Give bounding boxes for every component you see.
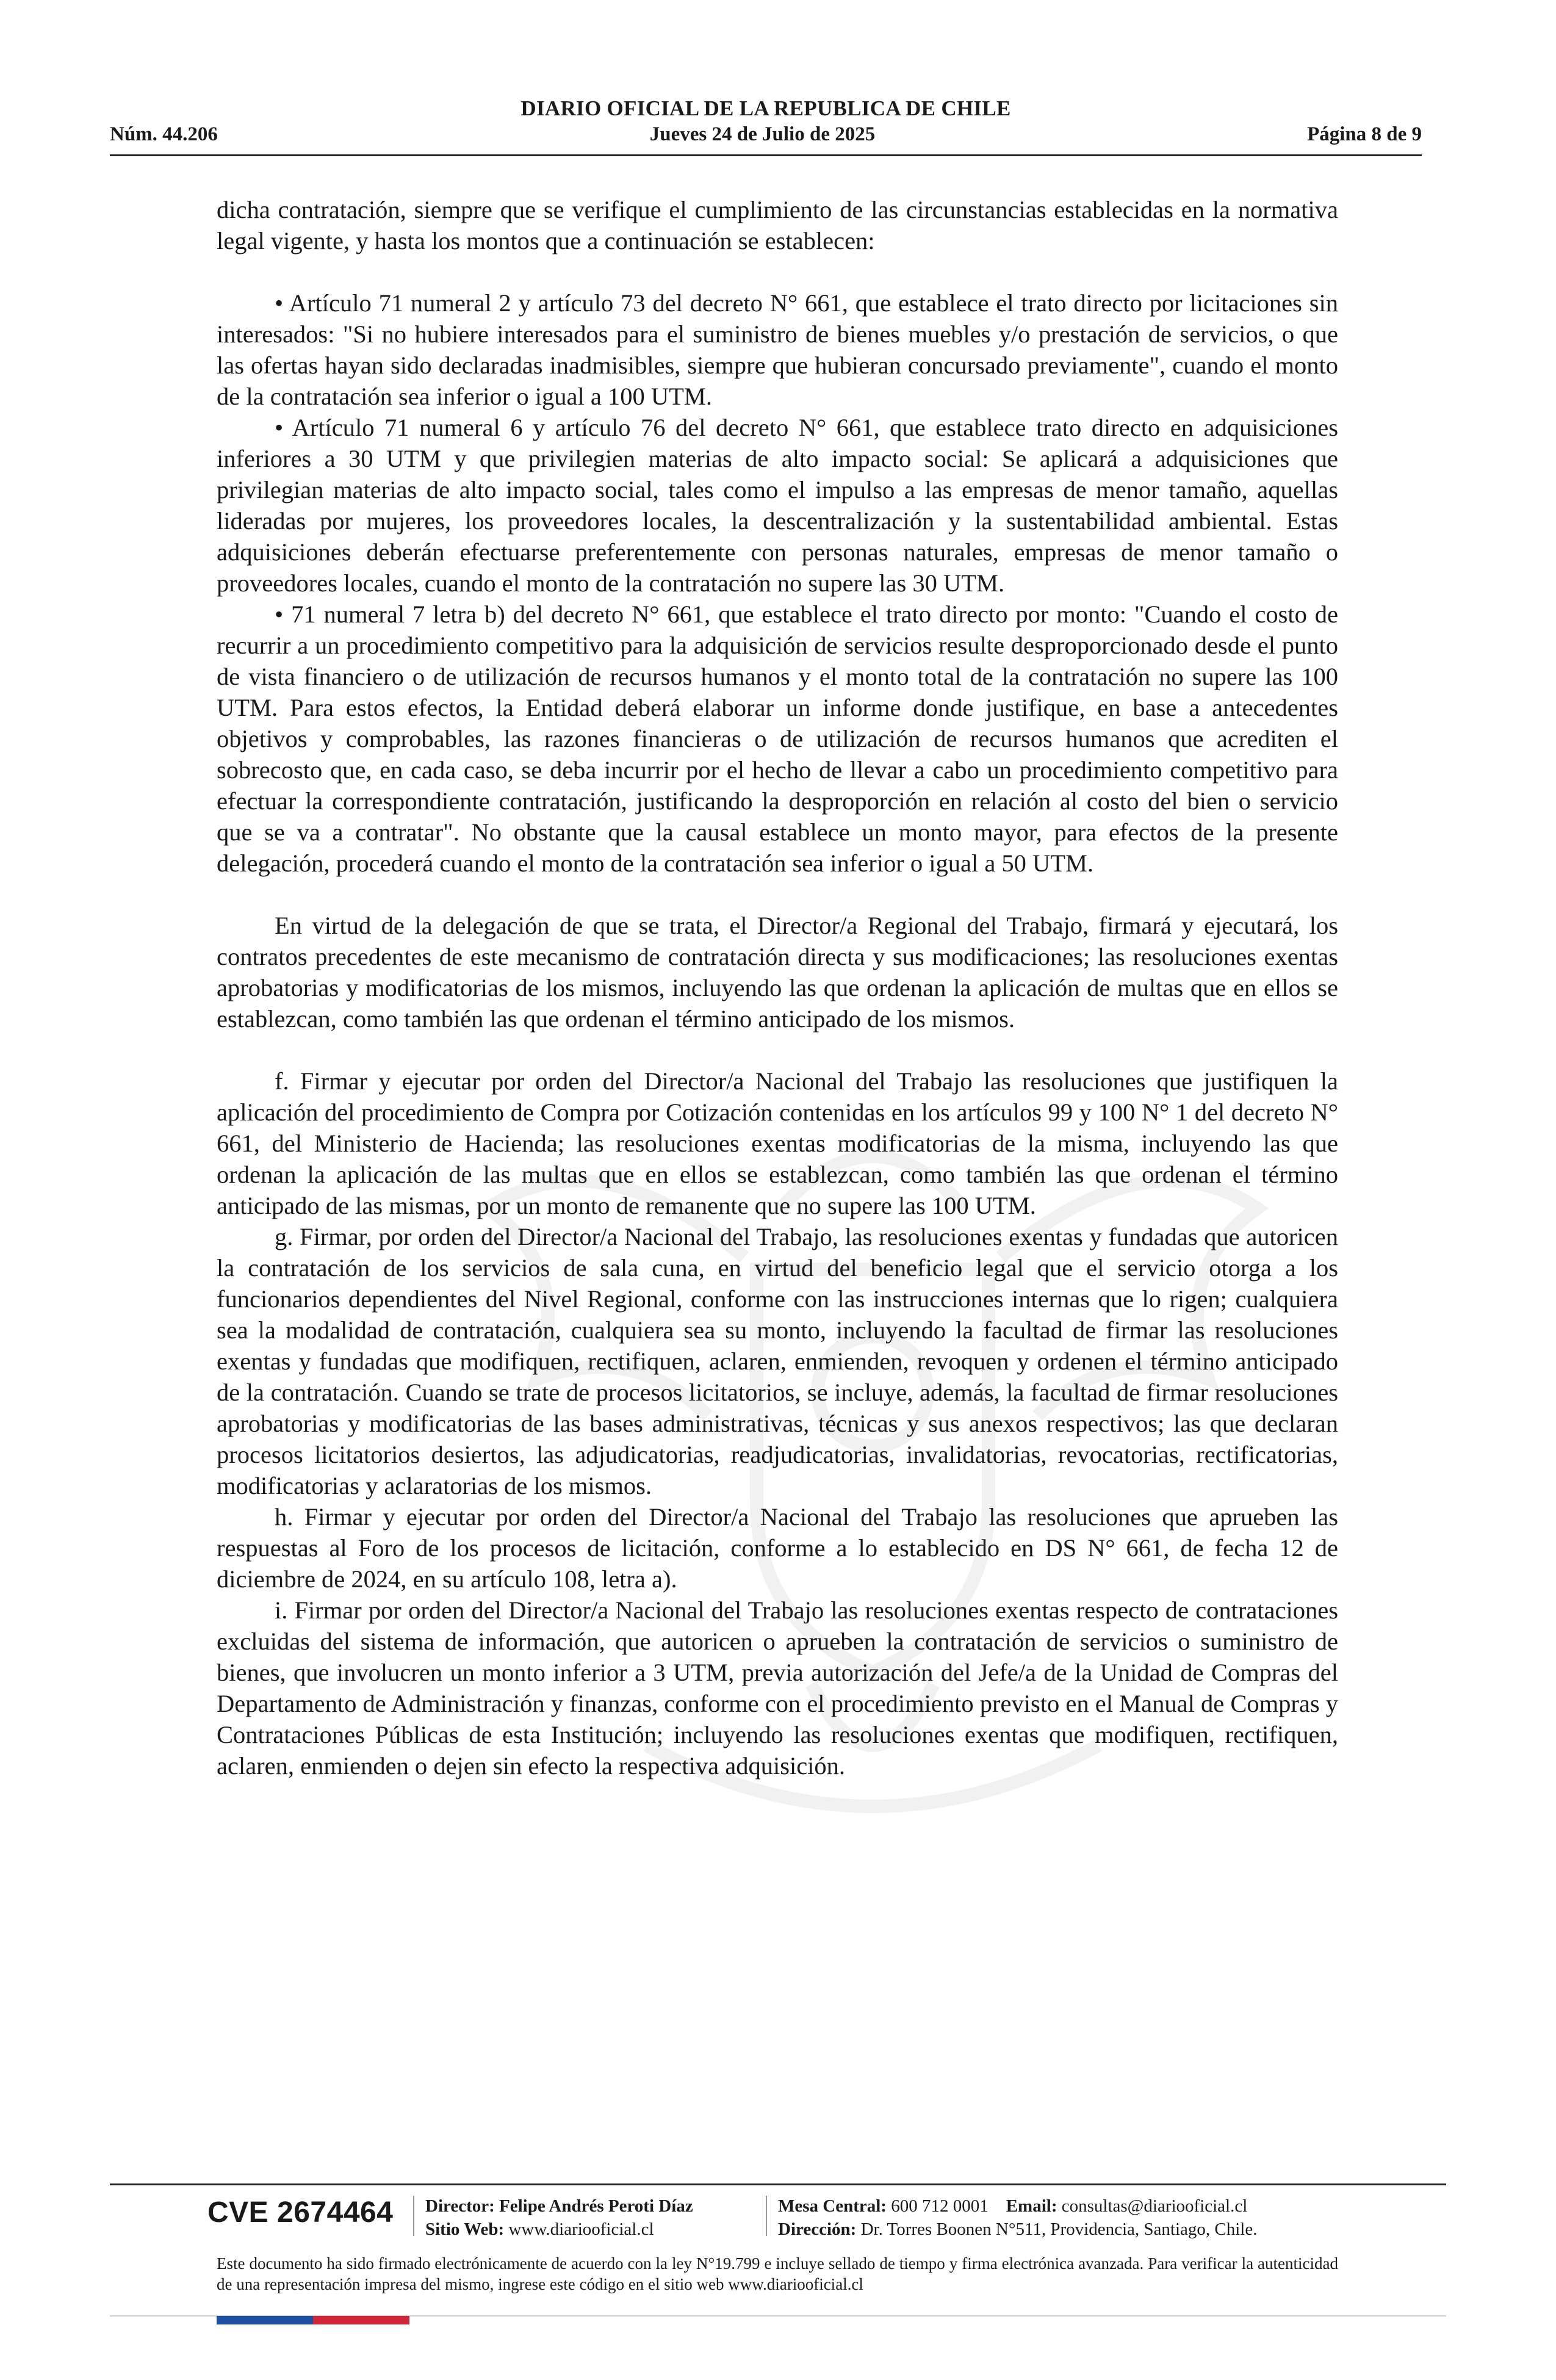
footer-rule (110, 2183, 1446, 2185)
flag-red-segment (313, 2316, 409, 2324)
masthead (110, 96, 1422, 157)
paragraph: i. Firmar por orden del Director/a Nacional del Trabajo las resoluciones exentas respecto de contrataciones excluidas del sistema de información, que autoricen o aprueben la contratación de servicios o suministro de bienes, que involucren un monto inferior a 3 UTM, previa autorización del Jefe/a de la Unidad de Compras del Departamento de Administración y finanzas, conforme con el procedimiento previsto en el Manual de Compras y Contrataciones Públicas de esta Institución; incluyendo las resoluciones exentas que modifiquen, rectifiquen, aclaren, enmienden o dejen sin efecto la respectiva adquisición. (217, 1596, 1338, 1780)
address-label: Dirección: (778, 2220, 857, 2239)
director-name: Felipe Andrés Peroti Díaz (499, 2196, 693, 2216)
legal-note: Este documento ha sido firmado electrónicamente de acuerdo con la ley N°19.799 e incluye sellado de tiempo y firma electrónica avanzada. Para verificar la autenticidad de una representación impresa del mismo, ingrese este código en el sitio web www.diariooficial.cl (217, 2254, 1338, 2293)
paragraph: h. Firmar y ejecutar por orden del Director/a Nacional del Trabajo las resoluciones que aprueben las respuestas al Foro de los procesos de licitación, conforme a lo establecido en DS N° 661, de fecha 12 de diciembre de 2024, en su artículo 108, letra a). (217, 1503, 1338, 1593)
flag-stripe (217, 2316, 409, 2324)
footer-divider (413, 2196, 414, 2236)
footer-contact-block (778, 2194, 1257, 2241)
phone-label: Mesa Central: (778, 2196, 887, 2216)
newspaper-title: DIARIO OFICIAL DE LA REPUBLICA DE CHILE (520, 96, 1011, 120)
email-label: Email: (1006, 2196, 1057, 2216)
website-link[interactable]: www.diariooficial.cl (508, 2220, 654, 2239)
paragraph: g. Firmar, por orden del Director/a Nacional del Trabajo, las resoluciones exentas y fundadas que autoricen la contratación de los servicios de sala cuna, en virtud del beneficio legal que el servicio otorga a los funcionarios dependientes del Nivel Regional, conforme con las instrucciones internas que lo rigen; cualquiera sea la modalidad de contratación, cualquiera sea su monto, incluyendo la facultad de firmar las resoluciones exentas y fundadas que modifiquen, rectifiquen, aclaren, enmienden, revoquen y ordenen el término anticipado de la contratación. Cuando se trate de procesos licitatorios, se incluye, además, la facultad de firmar resoluciones aprobatorias y modificatorias de las bases administrativas, técnicas y sus anexos respectivos; las que declaran procesos licitatorios desiertos, las adjudicatorias, readjudicatorias, invalidatorias, revocatorias, rectificatorias, modificatorias y aclaratorias de los mismos. (217, 1223, 1338, 1499)
email-link[interactable]: consultas@diariooficial.cl (1061, 2196, 1248, 2216)
website-label: Sitio Web: (425, 2220, 505, 2239)
address-value: Dr. Torres Boonen N°511, Providencia, Santiago, Chile. (860, 2220, 1258, 2239)
article-body (217, 194, 1338, 1781)
footer-director-block (425, 2194, 693, 2241)
phone-value: 600 712 0001 (891, 2196, 989, 2216)
paragraph: • 71 numeral 7 letra b) del decreto N° 661, que establece el trato directo por monto: "Cuando el costo de recurrir a un procedimiento competitivo para la adquisición de servicios resulte desproporcionado desde el punto de vista financiero o de utilización de recursos humanos y el monto total de la contratación no supere las 100 UTM. Para estos efectos, la Entidad deberá elaborar un informe donde justifique, en base a antecedentes objetivos y comprobables, las razones financieras o de utilización de recursos humanos que acrediten el sobrecosto que, en cada caso, se deba incurrir por el hecho de llevar a cabo un procedimiento competitivo para efectuar la correspondiente contratación, justificando la desproporción en relación al costo del bien o servicio que se va a contratar". No obstante que la causal establece un monto mayor, para efectos de la presente delegación, procederá cuando el monto de la contratación sea inferior o igual a 50 UTM. (217, 600, 1338, 877)
issue-date: Jueves 24 de Julio de 2025 (649, 123, 876, 145)
paragraph: dicha contratación, siempre que se verifique el cumplimiento de las circunstancias establecidas en la normativa legal vigente, y hasta los montos que a continuación se establecen: (217, 196, 1338, 254)
header-rule (110, 154, 1422, 156)
flag-blue-segment (217, 2316, 313, 2324)
issue-number: Núm. 44.206 (110, 123, 218, 145)
paragraph: • Artículo 71 numeral 6 y artículo 76 del decreto N° 661, que establece trato directo en adquisiciones inferiores a 30 UTM y que privilegien materias de alto impacto social: Se aplicará a adquisiciones que privilegian materias de alto impacto social, tales como el impulso a las empresas de menor tamaño, aquellas lideradas por mujeres, los proveedores locales, la descentralización y la sustentabilidad ambiental. Estas adquisiciones deberán efectuarse preferentemente con personas naturales, empresas de menor tamaño o proveedores locales, cuando el monto de la contratación no supere las 30 UTM. (217, 414, 1338, 597)
paragraph: • Artículo 71 numeral 2 y artículo 73 del decreto N° 661, que establece el trato directo por licitaciones sin interesados: "Si no hubiere interesados para el suministro de bienes muebles y/o prestación de servicios, o que las ofertas hayan sido declaradas inadmisibles, siempre que hubieran concursado previamente", cuando el monto de la contratación sea inferior o igual a 100 UTM. (217, 289, 1338, 410)
paragraph: En virtud de la delegación de que se trata, el Director/a Regional del Trabajo, firmará y ejecutará, los contratos precedentes de este mecanismo de contratación directa y sus modificaciones; las resoluciones exentas aprobatorias y modificatorias de los mismos, incluyendo las que ordenan la aplicación de multas que en ellos se establezcan, como también las que ordenan el término anticipado de los mismos. (217, 912, 1338, 1033)
paragraph: f. Firmar y ejecutar por orden del Director/a Nacional del Trabajo las resoluciones que justifiquen la aplicación del procedimiento de Compra por Cotización contenidas en los artículos 99 y 100 N° 1 del decreto N° 661, del Ministerio de Hacienda; las resoluciones exentas modificatorias de la misma, incluyendo las que ordenan la aplicación de las multas que en ellos se establezcan, como también las que ordenan el término anticipado de las mismas, por un monto de remanente que no supere las 100 UTM. (217, 1067, 1338, 1219)
footer-divider (766, 2196, 767, 2236)
director-label: Director: (425, 2196, 495, 2216)
cve-code: CVE 2674464 (207, 2196, 394, 2229)
page-number: Página 8 de 9 (1307, 123, 1422, 145)
